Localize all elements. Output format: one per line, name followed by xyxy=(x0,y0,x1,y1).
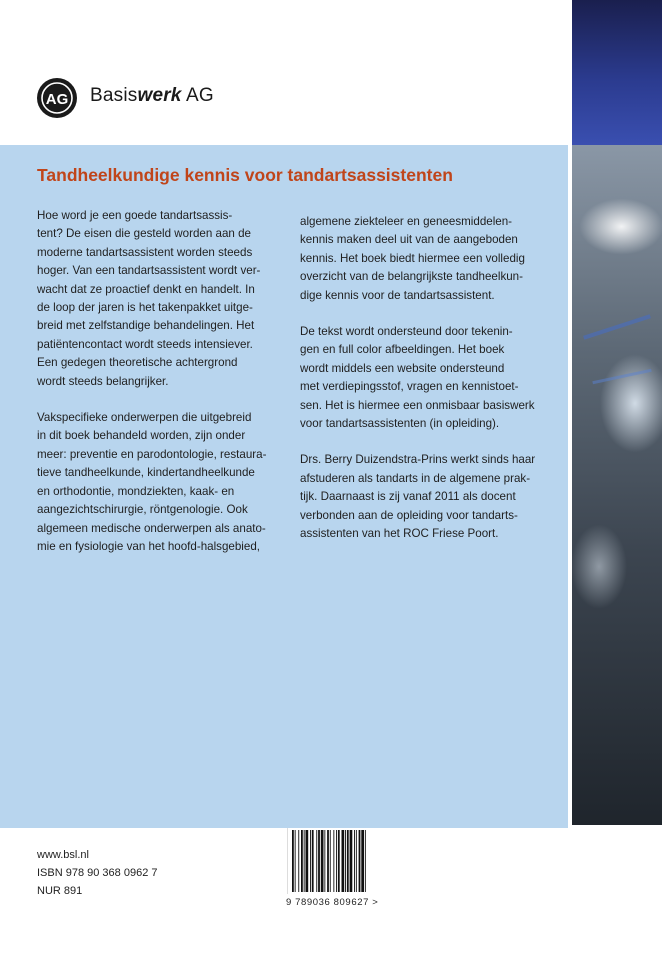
publisher-logo-icon xyxy=(37,78,77,118)
cover-side-top xyxy=(572,0,662,145)
footer xyxy=(0,828,662,960)
nur-code: NUR 891 xyxy=(37,885,83,897)
book-meta xyxy=(37,846,157,900)
paragraph: Drs. Berry Duizendstra-Prins werkt sinds haar afstuderen als tandarts in de algemene prak- tijk. Daarnaast is zij vanaf 2011 als docent verbonden aan de opleiding voor tandarts- assistenten van het ROC Friese Poort. xyxy=(300,453,536,541)
photo-detail xyxy=(592,369,651,384)
paragraph: De tekst wordt ondersteund door tekenin- gen en full color afbeeldingen. Het boek wordt middels een website ondersteund met verdiepingsstof, vragen en kennistoet- sen. Het is hiermee een onmisbaar basiswerk voor tandartsassistenten (in opleiding). xyxy=(300,325,535,431)
photo-detail xyxy=(583,314,651,339)
barcode-icon xyxy=(287,828,404,894)
isbn: ISBN 978 90 368 0962 7 xyxy=(37,867,158,879)
right-column xyxy=(300,213,545,544)
paragraph: Hoe word je een goede tandartsassis- tent? De eisen die gesteld worden aan de moderne tandartsassistent worden steeds hoger. Van een tandartsassistent wordt ver- wacht dat ze proactief denkt en handelt. In de loop der jaren is het takenpakket uitge- breid met zelfstandige behandelingen. Het patiëntencontact wordt steeds intensiever. Een gedegen theoretische achtergrond wordt steeds belangrijker. xyxy=(37,209,261,388)
book-title: Tandheelkundige kennis voor tandartsassistenten xyxy=(37,165,453,185)
publisher-name: Basiswerk AG xyxy=(90,85,214,106)
cover-side-photo xyxy=(572,145,662,825)
website-link[interactable]: www.bsl.nl xyxy=(37,849,89,861)
blurb-panel xyxy=(0,145,568,828)
paragraph: algemene ziekteleer en geneesmiddelen- kennis maken deel uit van de aangeboden kennis. Het boek biedt hiermee een volledig overzicht van de belangrijkste tandheelkun- dige kennis voor de tandartsassistent. xyxy=(300,215,525,302)
cover-side-image xyxy=(568,0,662,960)
left-column xyxy=(37,207,282,556)
svg-text:AG: AG xyxy=(45,91,69,108)
paragraph: Vakspecifieke onderwerpen die uitgebreid in dit boek behandeld worden, zijn onder meer: preventie en parodontologie, restaura- tieve tandheelkunde, kindertandheelkunde en orthodontie, mondziekten, kaak- en aangezichtschirurgie, röntgenologie. Ook algemeen medische onderwerpen als anato- mie en fysiologie van het hoofd-halsgebied, xyxy=(37,411,267,553)
header xyxy=(0,0,662,145)
barcode-number: 9 789036 809627 > xyxy=(286,897,379,908)
